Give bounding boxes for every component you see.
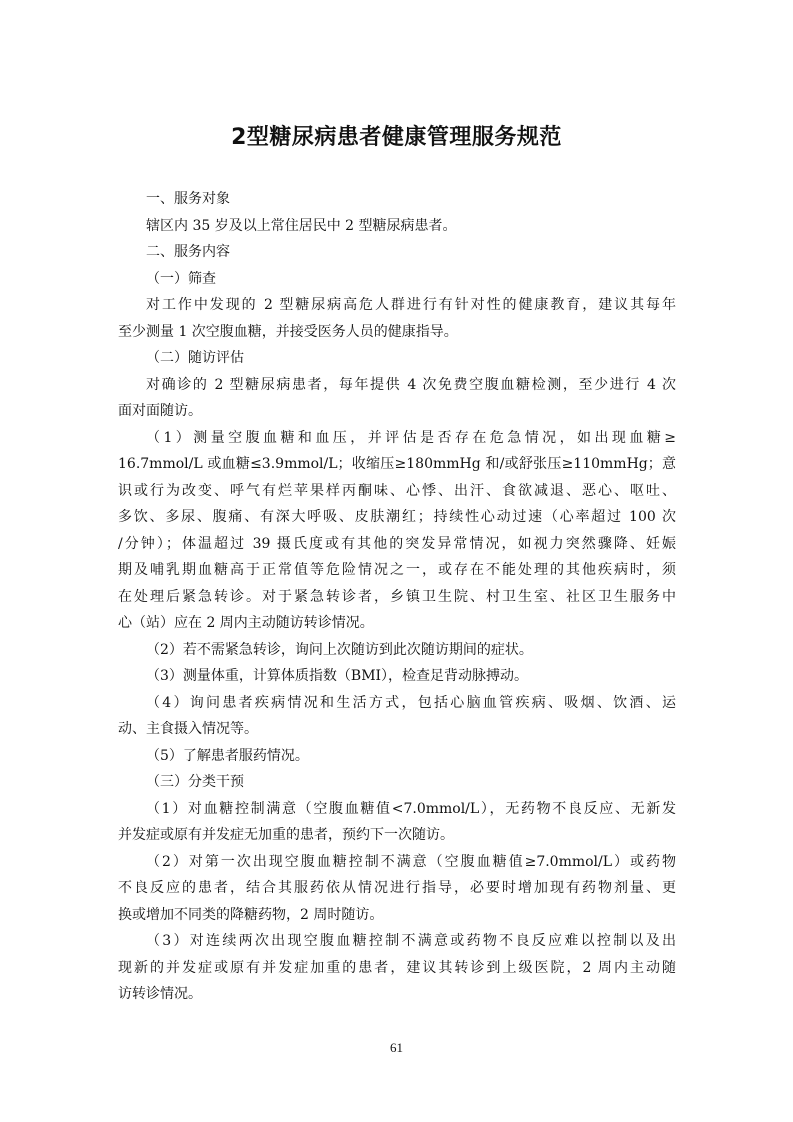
paragraph-line: 访转诊情况。 — [118, 986, 202, 1002]
paragraph-line: （1）对血糖控制满意（空腹血糖值<7.0mmol/L），无药物不良反应、无新发 — [146, 800, 676, 817]
subsection-heading-intervention: （三）分类干预 — [146, 774, 244, 790]
paragraph-line: 多饮、多尿、腹痛、有深大呼吸、皮肤潮红；持续性心动过速（心率超过 100 次 — [118, 509, 676, 525]
paragraph-line: 在处理后紧急转诊。对于紧急转诊者，乡镇卫生院、村卫生室、社区卫生服务中 — [118, 588, 676, 605]
section-heading-service-content: 二、服务内容 — [146, 244, 230, 260]
paragraph-line: 并发症或原有并发症无加重的患者，预约下一次随访。 — [118, 827, 454, 843]
paragraph-line: 换或增加不同类的降糖药物，2 周时随访。 — [118, 906, 384, 923]
paragraph-line: 期及哺乳期血糖高于正常值等危险情况之一，或存在不能处理的其他疾病时，须 — [118, 562, 676, 578]
subsection-heading-followup: （二）随访评估 — [146, 350, 244, 366]
paragraph-line: 动、主食摄入情况等。 — [118, 721, 258, 737]
paragraph-line: （1）测量空腹血糖和血压，并评估是否存在危急情况，如出现血糖≥ — [146, 429, 676, 446]
paragraph-line: （4）询问患者疾病情况和生活方式，包括心脑血管疾病、吸烟、饮酒、运 — [146, 694, 676, 711]
paragraph-line: 心（站）应在 2 周内主动随访转诊情况。 — [118, 615, 374, 631]
paragraph-line: （2）若不需紧急转诊，询问上次随访到此次随访期间的症状。 — [146, 641, 533, 658]
paragraph-line: 对确诊的 2 型糖尿病患者，每年提供 4 次免费空腹血糖检测，至少进行 4 次 — [146, 376, 676, 393]
paragraph-line: 识或行为改变、呼气有烂苹果样丙酮味、心悸、出汗、食欲减退、恶心、呕吐、 — [118, 482, 676, 499]
paragraph-line: 不良反应的患者，结合其服药依从情况进行指导，必要时增加现有药物剂量、更 — [118, 880, 676, 896]
paragraph-line: /分钟）；体温超过 39 摄氏度或有其他的突发异常情况，如视力突然骤降、妊娠 — [118, 535, 676, 552]
page-number: 61 — [390, 1040, 403, 1055]
paragraph-line: 16.7mmol/L 或血糖≤3.9mmol/L；收缩压≥180mmHg 和/或舒张压≥110mmHg；意 — [118, 456, 676, 472]
paragraph-line: 面对面随访。 — [118, 403, 202, 419]
paragraph-line: （3）对连续两次出现空腹血糖控制不满意或药物不良反应难以控制以及出 — [146, 933, 676, 949]
paragraph-line: 辖区内 35 岁及以上常住居民中 2 型糖尿病患者。 — [146, 217, 457, 234]
paragraph-line: （2）对第一次出现空腹血糖控制不满意（空腹血糖值≥7.0mmol/L）或药物 — [146, 853, 676, 870]
paragraph-line: 现新的并发症或原有并发症加重的患者，建议其转诊到上级医院，2 周内主动随 — [118, 959, 676, 976]
section-heading-service-target: 一、服务对象 — [146, 191, 230, 207]
paragraph-line: 至少测量 1 次空腹血糖，并接受医务人员的健康指导。 — [118, 323, 458, 340]
document-body — [118, 186, 676, 1008]
document-title: 2型糖尿病患者健康管理服务规范 — [231, 125, 562, 150]
subsection-heading-screening: （一）筛查 — [146, 270, 216, 287]
paragraph-line: （3）测量体重，计算体质指数（BMI），检查足背动脉搏动。 — [146, 668, 529, 684]
paragraph-line: 对工作中发现的 2 型糖尿病高危人群进行有针对性的健康教育，建议其每年 — [146, 297, 676, 313]
paragraph-line: （5）了解患者服药情况。 — [146, 747, 309, 764]
